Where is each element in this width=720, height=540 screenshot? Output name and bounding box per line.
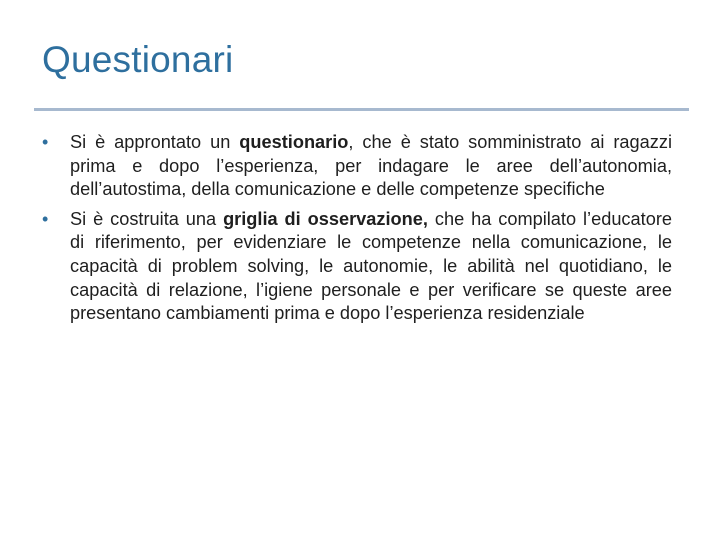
bullet-text-before: Si è approntato un <box>70 132 240 152</box>
bullet-text-after: che ha compilato l’educatore di riferimento, per evidenziare le competenze nella comunicazione, le capacità di problem solving, le autonomie, le abilità nel quotidiano, le capacità di relazione, l’igiene personale e per verificare se queste aree presentano cambiamenti prima e dopo l’esperienza residenziale <box>70 208 672 324</box>
bullet-marker: • <box>42 132 49 152</box>
bullet-item-questionario <box>42 131 672 202</box>
bullet-text-bold: griglia di osservazione, <box>223 208 428 229</box>
title-divider <box>34 108 689 111</box>
bullet-marker: • <box>42 208 49 229</box>
slide-title: Questionari <box>42 39 234 80</box>
bullet-text-after: , che è stato somministrato ai ragazzi prima e dopo l’esperienza, per indagare le aree dell’autonomia, dell’autostima, della comunicazione e delle competenze specifiche <box>70 132 673 200</box>
bullet-text-before: Si è costruita una <box>70 208 224 229</box>
bullet-list <box>42 131 672 332</box>
bullet-text-bold: questionario <box>239 132 349 152</box>
bullet-item-griglia <box>42 208 672 326</box>
